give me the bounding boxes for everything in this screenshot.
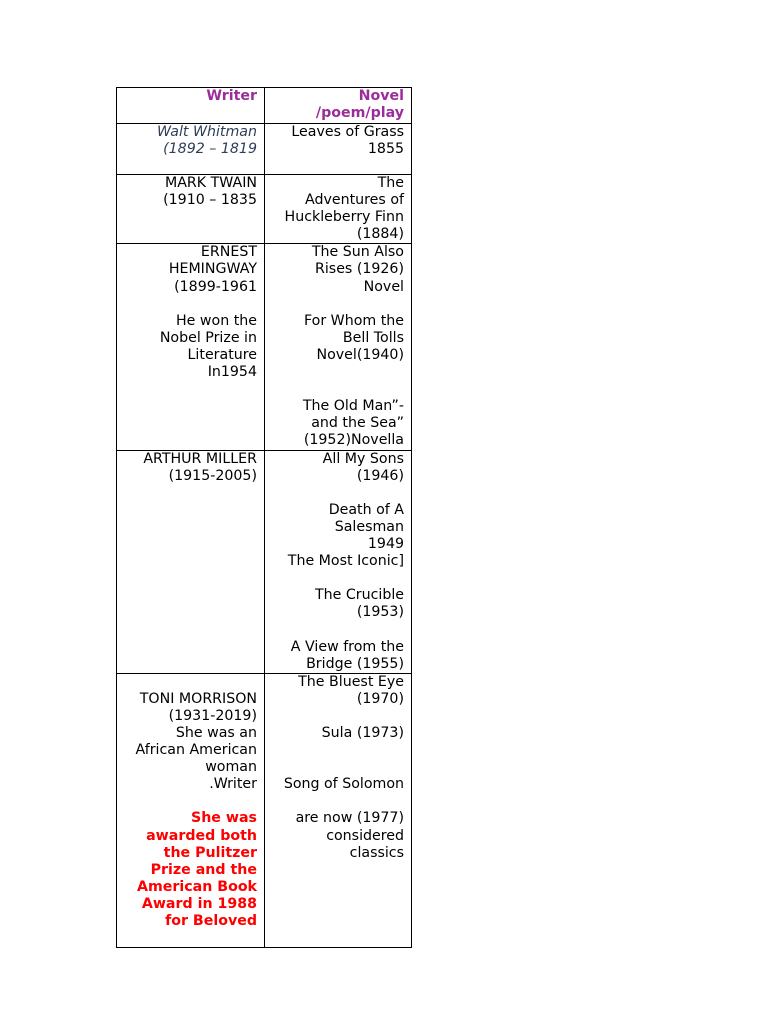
award-highlight: She was awarded both the Pulitzer Prize and the American Book Award in 1988 for Beloved xyxy=(136,810,257,930)
table-row xyxy=(117,673,412,948)
works-cell: All My Sons (1946) Death of A Salesman 1949 The Most Iconic] The Crucible (1953) A View from the Bridge (1955) xyxy=(265,450,412,673)
table-row xyxy=(117,244,412,450)
writer-cell: Walt Whitman (1892 – 1819 xyxy=(117,124,265,175)
writer-cell xyxy=(117,673,265,948)
writer-header: Writer xyxy=(117,88,265,124)
header-row xyxy=(117,88,412,124)
writer-cell: ERNEST HEMINGWAY (1899-1961 He won the Nobel Prize in Literature In1954 xyxy=(117,244,265,450)
writer-cell: ARTHUR MILLER (1915-2005) xyxy=(117,450,265,673)
work-header: Novel /poem/play xyxy=(265,88,412,124)
works-cell: The Sun Also Rises (1926) Novel For Whom the Bell Tolls Novel(1940) The Old Man”- and the Sea” (1952)Novella xyxy=(265,244,412,450)
table-row xyxy=(117,175,412,244)
works-cell: The Adventures of Huckleberry Finn (1884) xyxy=(265,175,412,244)
writer-bio: TONI MORRISON (1931-2019) She was an African American woman .Writer xyxy=(135,690,257,793)
table-row xyxy=(117,450,412,673)
writers-table xyxy=(116,87,412,948)
works-cell: Leaves of Grass 1855 xyxy=(265,124,412,175)
works-cell: The Bluest Eye (1970) Sula (1973) Song of Solomon are now (1977) considered classics xyxy=(265,673,412,948)
writer-cell: MARK TWAIN (1910 – 1835 xyxy=(117,175,265,244)
table-row xyxy=(117,124,412,175)
